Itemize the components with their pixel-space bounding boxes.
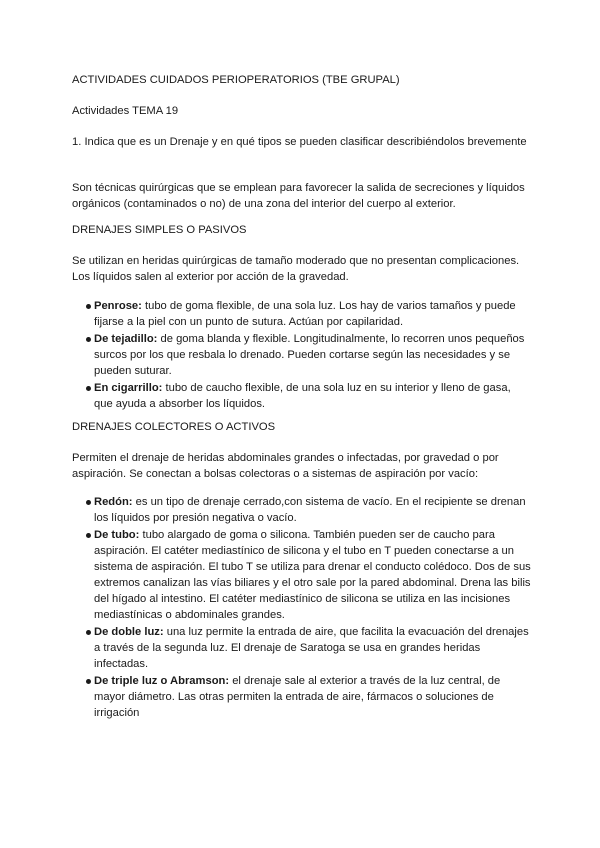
list-item: [72, 527, 532, 623]
item-text: es un tipo de drenaje cerrado,con sistema de vacío. En el recipiente se drenan los líquidos por presión negativa o vacío.: [94, 496, 526, 524]
bullet-icon: [86, 337, 91, 342]
item-text: tubo de caucho flexible, de una sola luz en su interior y lleno de gasa, que ayuda a absorber los líquidos.: [94, 382, 511, 410]
list-item: [72, 673, 532, 721]
section1-heading: DRENAJES SIMPLES O PASIVOS: [72, 224, 247, 236]
item-text: tubo alargado de goma o silicona. También pueden ser de caucho para aspiración. El catéter mediastínico de silicona y el tubo en T pueden conectarse a un sistema de aspiración. El tubo T se utiliza para drenar el conducto colédoco. Dos de sus extremos canalizan las vías biliares y el otro sale por la pared abdominal. Drena las bilis del hígado al intestino. El catéter mediastínico de silicona se utiliza en las incisiones mediastínicas o abdominales grandes.: [94, 529, 531, 621]
item-text: el drenaje sale al exterior a través de la luz central, de mayor diámetro. Las otras permiten la entrada de aire, fármacos o soluciones de irrigación: [94, 675, 501, 719]
item-term: De triple luz o Abramson:: [94, 675, 230, 687]
section2-heading: DRENAJES COLECTORES O ACTIVOS: [72, 421, 276, 433]
item-term: De tubo:: [94, 529, 140, 541]
item-term: En cigarrillo:: [94, 382, 163, 394]
item-term: De doble luz:: [94, 626, 164, 638]
bullet-icon: [86, 386, 91, 391]
item-term: De tejadillo:: [94, 333, 158, 345]
list-item: [72, 494, 532, 526]
item-term: Redón:: [94, 496, 133, 508]
bullet-icon: [86, 679, 91, 684]
section1-description: Se utilizan en heridas quirúrgicas de tamaño moderado que no presentan complicaciones. Los líquidos salen al exterior por acción de la gravedad.: [72, 255, 520, 283]
item-text: una luz permite la entrada de aire, que facilita la evacuación del drenajes a través de la segunda luz. El drenaje de Saratoga se usa en grandes heridas infectadas.: [94, 626, 529, 670]
item-text: tubo de goma flexible, de una sola luz. Los hay de varios tamaños y puede fijarse a la piel con un punto de sutura. Actúan por capilaridad.: [94, 300, 516, 328]
list-item: [72, 298, 532, 330]
document-title: ACTIVIDADES CUIDADOS PERIOPERATORIOS (TBE GRUPAL): [72, 74, 400, 86]
list-item: [72, 331, 532, 379]
bullet-icon: [86, 304, 91, 309]
list-item: [72, 624, 532, 672]
question-text: 1. Indica que es un Drenaje y en qué tipos se pueden clasificar describiéndolos brevemente: [72, 136, 527, 148]
bullet-icon: [86, 533, 91, 538]
item-term: Penrose:: [94, 300, 142, 312]
document-subtitle: Actividades TEMA 19: [72, 105, 179, 117]
intro-paragraph: Son técnicas quirúrgicas que se emplean para favorecer la salida de secreciones y líquidos orgánicos (contaminados o no) de una zona del interior del cuerpo al exterior.: [72, 182, 525, 210]
bullet-icon: [86, 500, 91, 505]
section2-list: [72, 494, 532, 722]
list-item: [72, 380, 532, 412]
item-text: de goma blanda y flexible. Longitudinalmente, lo recorren unos pequeños surcos por los que resbala lo drenado. Pueden cortarse según las necesidades y se pueden suturar.: [94, 333, 525, 377]
bullet-icon: [86, 630, 91, 635]
section2-description: Permiten el drenaje de heridas abdominales grandes o infectadas, por gravedad o por aspiración. Se conectan a bolsas colectoras o a sistemas de aspiración por vacío:: [72, 452, 499, 480]
section1-list: [72, 298, 532, 413]
